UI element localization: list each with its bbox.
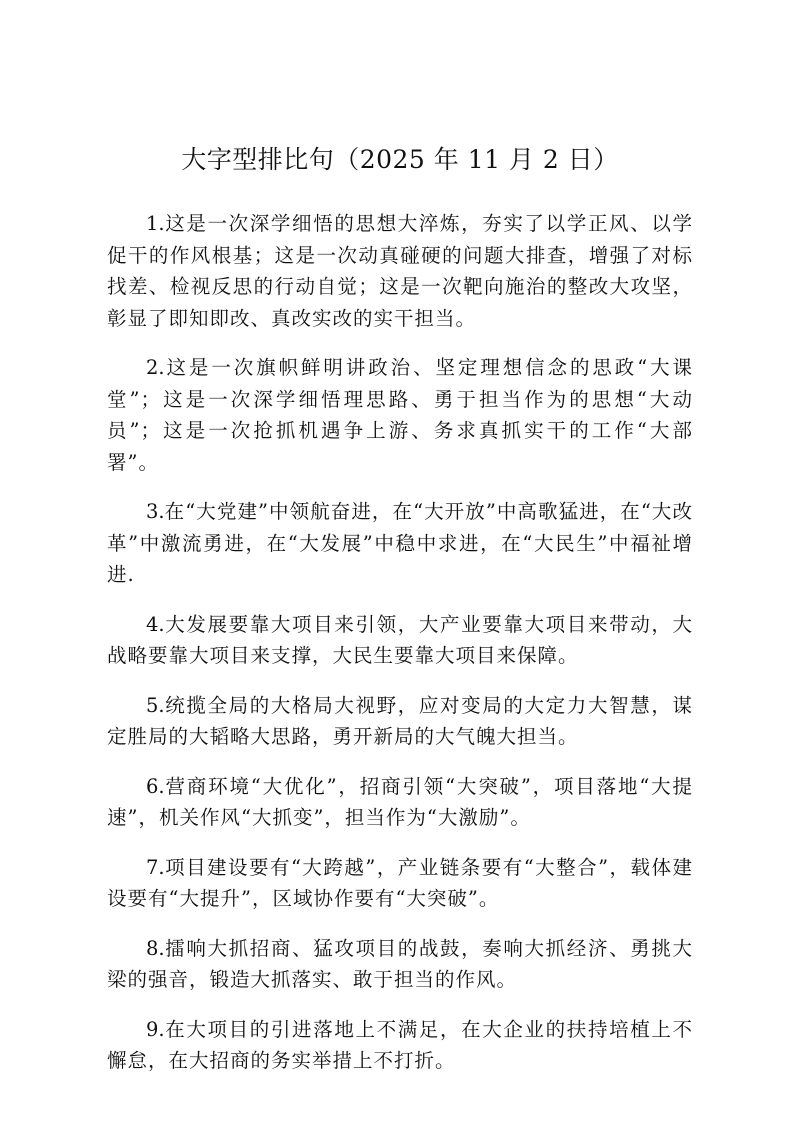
document-title: 大字型排比句（2025 年 11 月 2 日） [181,145,619,174]
item-number: 3. [146,500,165,523]
item-text: 在“大党建”中领航奋进，在“大开放”中高歌猛进，在“大改革”中激流勇进，在“大发展”中稳中求进，在“大民生”中福祉增进. [107,500,693,586]
list-item-7 [107,852,693,915]
list-item-2 [107,352,693,478]
list-item-4 [107,609,693,672]
item-number: 7. [146,855,165,879]
item-number: 5. [146,693,165,717]
list-item-3 [107,496,693,591]
item-text: 擂响大抓招商、猛攻项目的战鼓，奏响大抓经济、勇挑大梁的强音，锻造大抓落实、敢于担当的作风。 [107,936,693,991]
list-item-8 [107,933,693,996]
list-item-1 [107,208,693,334]
item-number: 1. [146,212,165,235]
item-text: 这是一次旗帜鲜明讲政治、坚定理想信念的思政“大课堂”；这是一次深学细悟理思路、勇于担当作为的思想“大动员”；这是一次抢抓机遇争上游、务求真抓实干的工作“大部署”。 [107,356,693,474]
item-text: 项目建设要有“大跨越”，产业链条要有“大整合”，载体建设要有“大提升”，区域协作要有“大突破”。 [107,855,693,910]
item-text: 统揽全局的大格局大视野，应对变局的大定力大智慧，谋定胜局的大韬略大思路，勇开新局的大气魄大担当。 [107,693,693,748]
list-item-5 [107,690,693,753]
item-number: 8. [146,936,165,960]
item-number: 4. [146,612,165,636]
item-text: 这是一次深学细悟的思想大淬炼，夯实了以学正风、以学促干的作风根基；这是一次动真碰硬的问题大排查，增强了对标找差、检视反思的行动自觉；这是一次靶向施治的整改大攻坚，彰显了即知即改、真改实改的实干担当。 [107,212,693,330]
item-number: 2. [146,356,165,379]
item-text: 在大项目的引进落地上不满足，在大企业的扶持培植上不懈怠，在大招商的务实举措上不打折。 [107,1017,693,1072]
list-item-6 [107,771,693,834]
item-number: 9. [146,1017,165,1041]
item-text: 营商环境“大优化”，招商引领“大突破”，项目落地“大提速”，机关作风“大抓变”，担当作为“大激励”。 [107,774,693,829]
list-item-9 [107,1014,693,1077]
item-number: 6. [146,774,165,798]
item-text: 大发展要靠大项目来引领，大产业要靠大项目来带动，大战略要靠大项目来支撑，大民生要靠大项目来保障。 [107,612,693,667]
